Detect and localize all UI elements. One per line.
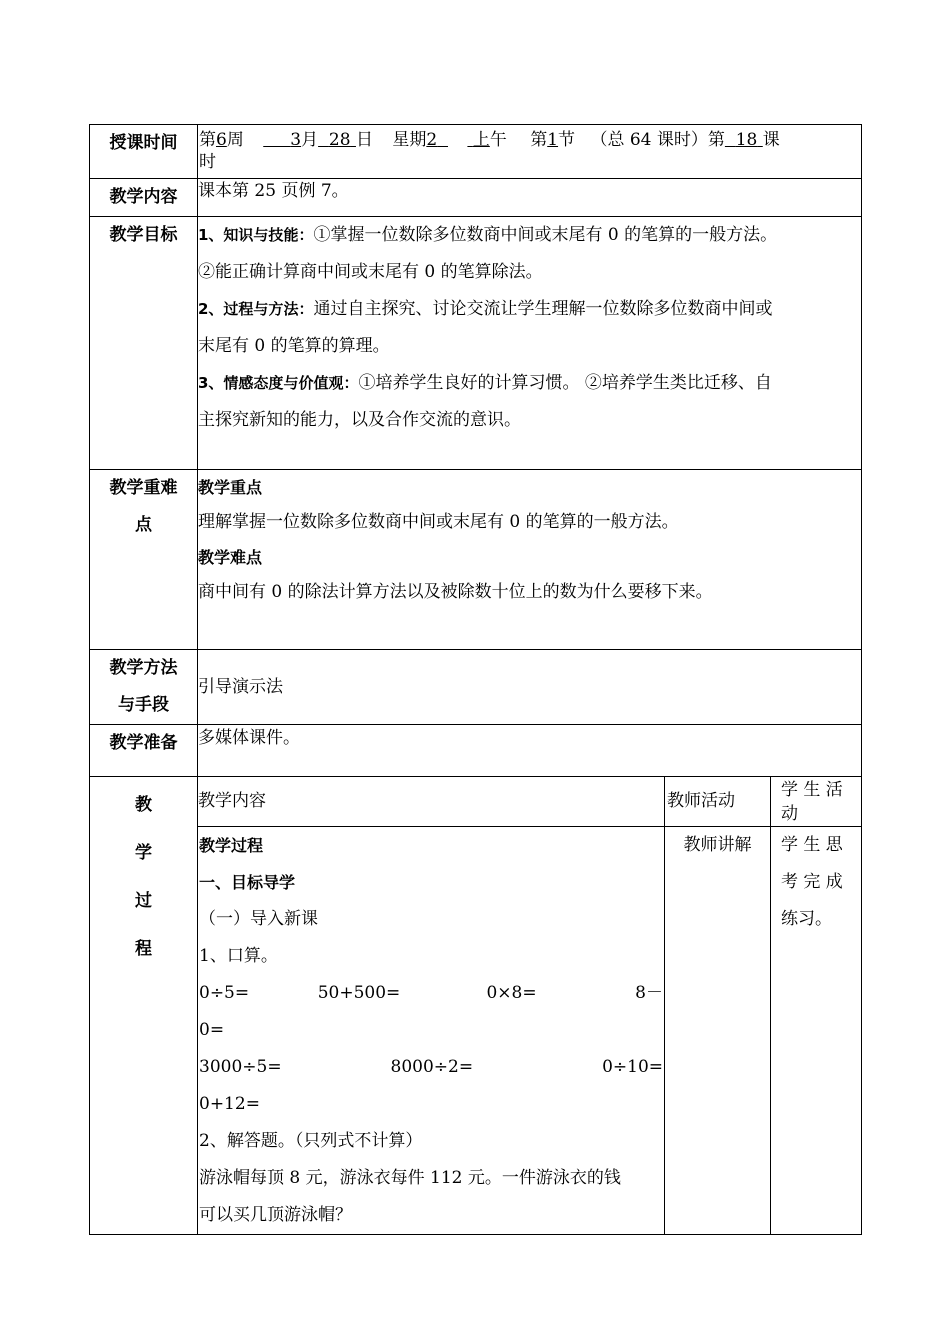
lesson-suffix: 课 xyxy=(762,130,780,150)
process-content xyxy=(198,827,665,1235)
ampm-value: 上 xyxy=(472,130,490,150)
goal-1-title: 1、知识与技能： xyxy=(198,226,314,244)
calc-4: 8－ xyxy=(635,983,663,1003)
calc-1: 0÷5= xyxy=(199,983,250,1003)
student-activity xyxy=(771,827,862,1235)
key-points-row xyxy=(90,470,862,650)
goal-2-text-2: 末尾有 0 的笔算的算理。 xyxy=(198,336,390,356)
goal-1-text-2: ②能正确计算商中间或末尾有 0 的笔算除法。 xyxy=(198,262,543,282)
goal-3-title: 3、情感态度与价值观： xyxy=(198,374,359,392)
content-row xyxy=(90,179,862,217)
key-points-value xyxy=(198,470,862,650)
col-header-student xyxy=(771,777,862,827)
goal-2-text: 通过自主探究、讨论交流让学生理解一位数除多位数商中间或 xyxy=(313,299,773,319)
goal-3-text: ①培养学生良好的计算习惯。 ②培养学生类比迁移、自 xyxy=(358,373,772,393)
content-value: 课本第 25 页例 7。 xyxy=(198,179,862,217)
difficulty-title: 教学难点 xyxy=(198,548,263,567)
difficulty-text: 商中间有 0 的除法计算方法以及被除数十位上的数为什么要移下来。 xyxy=(198,582,713,602)
week-prefix: 第 xyxy=(199,130,216,150)
section-number: 1 xyxy=(547,130,559,150)
process-side-label xyxy=(90,777,198,1235)
goal-3-text-2: 主探究新知的能力，以及合作交流的意识。 xyxy=(198,410,521,430)
col-header-teacher: 教师活动 xyxy=(665,777,771,827)
problem-line-2: 可以买几顶游泳帽？ xyxy=(199,1205,352,1225)
calc-6: 8000÷2= xyxy=(390,1057,474,1077)
method-label-line-2: 与手段 xyxy=(118,695,169,715)
side-char-2: 学 xyxy=(135,843,152,863)
lesson-plan-table xyxy=(89,124,862,1235)
content-label: 教学内容 xyxy=(90,179,198,217)
calc-row-2 xyxy=(199,1049,663,1086)
process-title: 教学过程 xyxy=(199,836,264,855)
item-1-title: 1、口算。 xyxy=(199,946,278,966)
time-row xyxy=(90,125,862,179)
col-header-content: 教学内容 xyxy=(198,777,665,827)
calc-3: 0×8= xyxy=(486,983,537,1003)
goal-1-text: ①掌握一位数除多位数商中间或末尾有 0 的笔算的一般方法。 xyxy=(313,225,778,245)
week-number: 6 xyxy=(216,130,227,150)
key-point-text: 理解掌握一位数除多位数商中间或末尾有 0 的笔算的一般方法。 xyxy=(198,512,679,532)
col-header-student-2: 动 xyxy=(781,804,798,824)
section-prefix: 第 xyxy=(530,130,548,150)
process-body-row xyxy=(90,827,862,1235)
ampm-suffix: 午 xyxy=(489,130,507,150)
lesson-number: 18 xyxy=(735,130,758,150)
subsection-1-title: （一）导入新课 xyxy=(199,909,318,929)
student-line-3: 练习。 xyxy=(781,909,832,929)
side-char-4: 程 xyxy=(135,939,152,959)
side-char-1: 教 xyxy=(135,795,152,815)
item-2-title: 2、解答题。（只列式不计算） xyxy=(199,1131,423,1151)
day-value: 28 xyxy=(328,130,351,150)
student-line-1: 学 生 思 xyxy=(781,835,843,855)
total-hours-text: （总 64 课时）第 xyxy=(590,130,725,150)
key-points-label xyxy=(90,470,198,650)
time-value xyxy=(198,125,862,179)
process-header-row xyxy=(90,777,862,827)
section-1-title: 一、目标导学 xyxy=(199,873,296,892)
day-label: 日 xyxy=(355,130,373,150)
calc-5: 3000÷5= xyxy=(199,1057,282,1077)
col-header-student-1: 学 生 活 xyxy=(781,780,843,800)
method-label-line-1: 教学方法 xyxy=(109,658,178,678)
weekday-value: 2 xyxy=(426,130,438,150)
prep-value: 多媒体课件。 xyxy=(198,725,862,777)
weekday-label: 星期 xyxy=(392,130,427,150)
calc-7: 0÷10= xyxy=(602,1057,663,1077)
prep-row xyxy=(90,725,862,777)
goals-value xyxy=(198,217,862,470)
calc-row-2-continuation: 0+12= xyxy=(199,1094,260,1114)
month-label: 月 xyxy=(301,130,319,150)
goals-label: 教学目标 xyxy=(90,217,198,470)
side-char-3: 过 xyxy=(135,891,152,911)
method-label xyxy=(90,650,198,725)
problem-line-1: 游泳帽每顶 8 元，游泳衣每件 112 元。一件游泳衣的钱 xyxy=(199,1168,621,1188)
method-row xyxy=(90,650,862,725)
key-label-line-2: 点 xyxy=(135,515,152,535)
method-value: 引导演示法 xyxy=(198,650,862,725)
lesson-suffix-2: 时 xyxy=(199,152,216,172)
calc-2: 50+500= xyxy=(317,983,401,1003)
section-suffix: 节 xyxy=(558,130,576,150)
week-suffix: 周 xyxy=(226,130,244,150)
goal-2-title: 2、过程与方法： xyxy=(198,300,314,318)
calc-row-1 xyxy=(199,975,663,1012)
prep-label: 教学准备 xyxy=(90,725,198,777)
time-label: 授课时间 xyxy=(90,125,198,179)
student-line-2: 考 完 成 xyxy=(781,872,843,892)
teacher-activity: 教师讲解 xyxy=(665,827,771,1235)
calc-row-1-continuation: 0= xyxy=(199,1020,225,1040)
key-label-line-1: 教学重难 xyxy=(109,478,178,498)
goals-row xyxy=(90,217,862,470)
month-value: 3 xyxy=(290,130,302,150)
key-point-title: 教学重点 xyxy=(198,478,263,497)
